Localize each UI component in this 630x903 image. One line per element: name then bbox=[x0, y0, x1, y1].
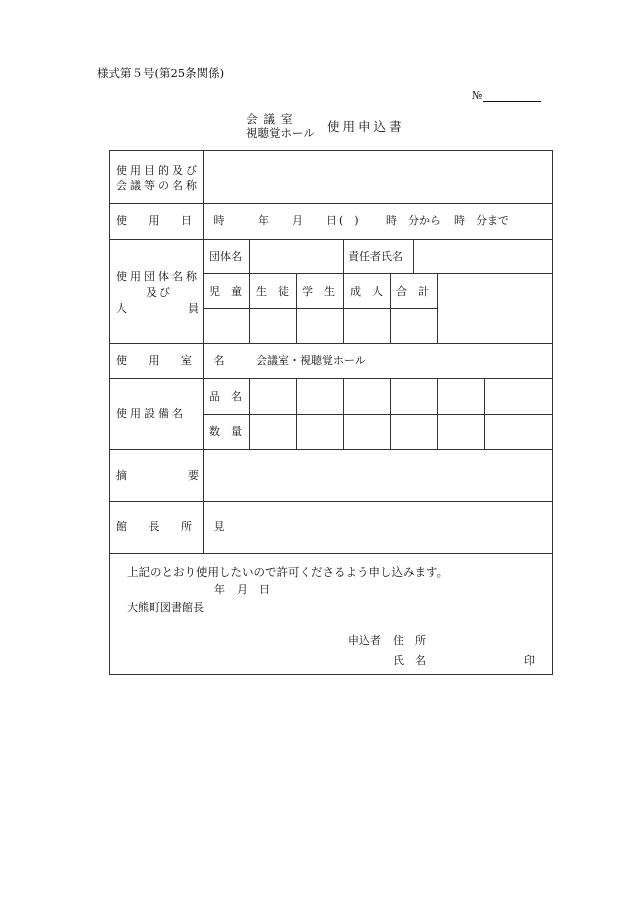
date-year-label: 年 bbox=[258, 214, 269, 227]
people-category-children: 児 童 bbox=[209, 285, 242, 298]
people-category-students: 学 生 bbox=[302, 285, 335, 298]
group-label-and: 及び bbox=[146, 286, 172, 299]
date-day-label: 日 bbox=[326, 214, 337, 227]
time-to-minute-label: 分まで bbox=[476, 214, 509, 227]
group-name-field[interactable] bbox=[251, 241, 341, 271]
equipment-quantity-label: 数 量 bbox=[209, 425, 242, 438]
equipment-item-label: 品 名 bbox=[209, 390, 242, 403]
group-label: 使用団体名称 bbox=[116, 270, 200, 283]
applicant-label: 申込者 bbox=[348, 634, 381, 647]
seal-mark: 印 bbox=[524, 654, 535, 667]
date-month-label: 月 bbox=[292, 214, 303, 227]
title-room-av-hall: 視聴覚ホール bbox=[246, 126, 315, 140]
applicant-name-label: 氏 名 bbox=[393, 654, 426, 667]
director-opinion-label: 館 長 所 見 bbox=[116, 520, 234, 533]
time-from-hour-label: 時 bbox=[386, 214, 397, 227]
time-from-minute-label: 分から bbox=[408, 214, 441, 227]
purpose-field[interactable] bbox=[205, 153, 549, 201]
addressee: 大熊町図書館長 bbox=[127, 601, 204, 614]
summary-label-b: 要 bbox=[188, 469, 199, 482]
room-label: 使 用 室 名 bbox=[116, 354, 234, 367]
page-title: 使用申込書 bbox=[327, 119, 405, 134]
title-room-meeting: 会議室 bbox=[246, 112, 299, 126]
group-label-people-b: 員 bbox=[188, 302, 199, 315]
room-value: 会議室・視聴覚ホール bbox=[256, 354, 366, 367]
responsible-person-label: 責任者氏名 bbox=[348, 250, 403, 263]
footer-day-label: 日 bbox=[259, 583, 270, 596]
people-category-total: 合 計 bbox=[396, 285, 429, 298]
purpose-label-line2: 会議等の名称 bbox=[116, 179, 200, 192]
summary-field[interactable] bbox=[205, 451, 549, 499]
form-number: 様式第５号(第25条関係) bbox=[97, 66, 225, 80]
director-opinion-field[interactable] bbox=[205, 503, 549, 551]
application-form-table bbox=[109, 150, 553, 675]
footer-month-label: 月 bbox=[237, 583, 248, 596]
applicant-address-label: 住 所 bbox=[393, 634, 426, 647]
people-category-adults: 成 人 bbox=[350, 285, 383, 298]
footer-year-label: 年 bbox=[214, 583, 225, 596]
date-weekday-label: ( ) bbox=[339, 214, 359, 227]
purpose-label: 使用目的及び bbox=[116, 164, 200, 177]
document-number-label: № bbox=[472, 89, 483, 102]
summary-label-a: 摘 bbox=[116, 469, 127, 482]
responsible-person-field[interactable] bbox=[415, 241, 550, 271]
time-to-hour-label: 時 bbox=[454, 214, 465, 227]
date-label: 使 用 日 時 bbox=[116, 214, 234, 227]
people-category-pupils: 生 徒 bbox=[256, 285, 289, 298]
group-name-label: 団体名 bbox=[209, 250, 242, 263]
group-label-people-a: 人 bbox=[116, 302, 127, 315]
application-statement: 上記のとおり使用したいので許可くださるよう申し込みます。 bbox=[127, 565, 449, 579]
document-number-field[interactable] bbox=[483, 101, 541, 102]
equipment-label: 使用設備名 bbox=[116, 407, 186, 420]
